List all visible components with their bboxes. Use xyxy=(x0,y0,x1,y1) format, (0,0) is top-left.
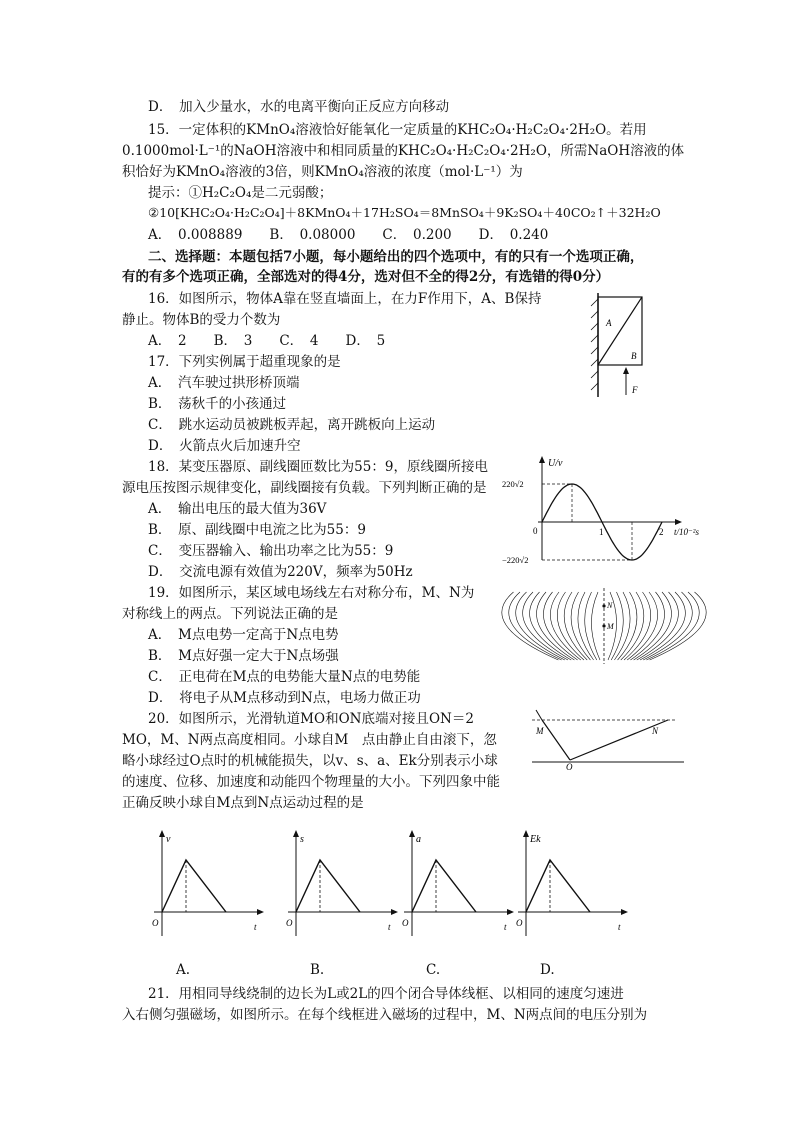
field-line xyxy=(650,592,707,660)
field-line xyxy=(646,592,699,660)
chart-ytick-label: 220√2 xyxy=(502,479,524,489)
q16-stem-line2: 静止。物体B的受力个数为 xyxy=(122,312,281,328)
q19-option-d: D． 将电子从M点移动到N点，电场力做正功 xyxy=(148,690,421,706)
section2-line1: 二、选择题：本题包括7小题，每小题给出的四个选项中，有的只有一个选项正确， xyxy=(148,249,644,265)
q19-label-m: M xyxy=(607,622,614,631)
field-line xyxy=(516,592,565,660)
q16-stem-line1: 16．如图所示，物体A靠在竖直墙面上，在力F作用下，A、B保持 xyxy=(148,291,542,307)
field-line xyxy=(591,592,600,660)
q18-stem-line2: 源电压按图示规律变化，副线圈接有负载。下列判断正确的是 xyxy=(122,480,487,496)
field-line xyxy=(523,592,568,660)
q20-graph-curve xyxy=(296,860,360,912)
field-line xyxy=(509,592,562,660)
q18-voltage-chart xyxy=(500,452,699,565)
q17-option-d: D． 火箭点火后加速升空 xyxy=(148,438,301,454)
q20-graph-axis-label: s xyxy=(300,834,304,845)
q20-graph-origin: O xyxy=(152,918,159,928)
section2-line2: 有的有多个选项正确，全部选对的得4分，选对但不全的得2分，有选错的得0分） xyxy=(122,269,610,285)
chart-ytick-label: −220√2 xyxy=(502,555,529,565)
q20-graph-t-label: t xyxy=(388,922,391,932)
q20-stem-line1: 20．如图所示，光滑轨道MO和ON底端对接且ON＝2 xyxy=(148,711,474,727)
q20-graph-curve xyxy=(526,860,590,912)
field-line xyxy=(630,592,664,660)
q20-option-label: C. xyxy=(426,962,441,978)
q20-label-o: O xyxy=(566,762,573,772)
q19-label-n: N xyxy=(607,601,613,610)
field-line xyxy=(543,592,577,660)
q19-stem-line2: 对称线上的两点。下列说法正确的是 xyxy=(122,606,338,622)
q15-stem-line3: 积恰好为KMnO₄溶液的3倍，则KMnO₄溶液的浓度（mol·L⁻¹）为 xyxy=(122,164,523,180)
q20-graph-curve xyxy=(412,860,476,912)
q20-stem-line3: 略小球经过O点时的机械能损失，以v、s、a、Ek分别表示小球 xyxy=(122,753,498,769)
q20-graph-d xyxy=(512,826,632,981)
q15-hint1: 提示：①H₂C₂O₄是二元弱酸； xyxy=(148,185,333,201)
q20-graph-t-label: t xyxy=(618,922,621,932)
q20-graph-origin: O xyxy=(286,918,293,928)
q16-label-a: A xyxy=(606,318,612,328)
q18-option-b: B． 原、副线圈中电流之比为55：9 xyxy=(148,522,366,538)
q15-stem-line1: 15．一定体积的KMnO₄溶液恰好能氧化一定质量的KHC₂O₄·H₂C₂O₄·2H₂O。若用 xyxy=(148,122,647,138)
field-line xyxy=(564,592,587,660)
q16-label-f: F xyxy=(632,385,638,395)
q20-graph-axis-label: a xyxy=(416,834,421,845)
q18-option-d: D． 交流电源有效值为220V，频率为50Hz xyxy=(148,564,413,580)
chart-xlabel: t/10⁻²s xyxy=(674,527,699,537)
q20-graph-origin: O xyxy=(402,918,409,928)
q18-option-a: A． 输出电压的最大值为36V xyxy=(148,501,327,517)
q16-options: A． 2 B． 3 C． 4 D． 5 xyxy=(148,333,386,349)
q20-graph-curve xyxy=(162,860,226,912)
q19-option-b: B． M点好强一定大于N点场强 xyxy=(148,648,339,664)
q20-label-m: M xyxy=(536,726,544,736)
q19-field-lines xyxy=(508,586,698,666)
chart-ylabel: U/v xyxy=(548,458,563,469)
q20-track-figure xyxy=(528,706,688,772)
q20-graph-t-label: t xyxy=(504,922,507,932)
field-line xyxy=(643,592,692,660)
q20-stem-line2: MO，M、N两点高度相同。小球自M 点由静止自由滚下，忽 xyxy=(122,732,497,748)
field-line xyxy=(640,592,685,660)
chart-xtick-label: 2 xyxy=(659,527,664,537)
q21-stem-line2: 入右侧匀强磁场，如图所示。在每个线框进入磁场的过程中，M、N两点间的电压分别为 xyxy=(122,1007,648,1023)
q18-stem-line1: 18．某变压器原、副线圈匝数比为55：9，原线圈所接电 xyxy=(148,459,488,475)
field-line xyxy=(502,592,559,660)
q20-graph-axis-label: v xyxy=(166,834,171,845)
q15-stem-line2: 0.1000mol·L⁻¹的NaOH溶液中和相同质量的KHC₂O₄·H₂C₂O₄·2H₂O，所需NaOH溶液的体 xyxy=(122,143,685,159)
field-line xyxy=(621,592,644,660)
chart-origin: 0 xyxy=(533,526,538,536)
q18-option-c: C． 变压器输入、输出功率之比为55：9 xyxy=(148,543,394,559)
q21-stem-line1: 21．用相同导线绕制的边长为L或2L的四个闭合导体线框、以相同的速度匀速进 xyxy=(148,986,624,1002)
q20-stem-line4: 的速度、位移、加速度和动能四个物理量的大小。下列四象中能 xyxy=(122,774,500,790)
q20-graph-axis-label: Ek xyxy=(530,834,541,845)
q19-stem-line1: 19．如图所示，某区域电场线左右对称分布，M、N为 xyxy=(148,585,475,601)
q17-option-a: A． 汽车驶过拱形桥顶端 xyxy=(148,375,300,391)
q19-option-c: C． 正电荷在M点的电势能大量N点的电势能 xyxy=(148,669,421,685)
q14-option-d: D． 加入少量水，水的电离平衡向正反应方向移动 xyxy=(148,99,450,115)
q20-graph-c xyxy=(398,826,518,981)
q20-option-label: D. xyxy=(540,962,555,978)
q20-graph-origin: O xyxy=(516,918,523,928)
q20-stem-line5: 正确反映小球自M点到N点运动过程的是 xyxy=(122,795,364,811)
q15-hint2: ②10[KHC₂O₄·H₂C₂O₄]＋8KMnO₄＋17H₂SO₄＝8MnSO₄＋9K₂SO₄＋40CO₂↑＋32H₂O xyxy=(148,205,661,220)
q16-figure xyxy=(586,293,656,403)
q20-label-n: N xyxy=(652,726,659,736)
chart-xtick-label: 1 xyxy=(599,527,604,537)
q20-option-label: B. xyxy=(310,962,325,978)
q20-option-label: A. xyxy=(176,962,191,978)
q17-stem: 17．下列实例属于超重现象的是 xyxy=(148,354,341,370)
q17-option-c: C． 跳水运动员被跳板弄起，离开跳板向上运动 xyxy=(148,417,436,433)
q17-option-b: B． 荡秋千的小孩通过 xyxy=(148,396,287,412)
q20-graph-a xyxy=(148,826,268,981)
field-line xyxy=(557,592,584,660)
q19-option-a: A． M点电势一定高于N点电势 xyxy=(148,627,339,643)
q16-label-b: B xyxy=(631,351,637,361)
field-line xyxy=(624,592,651,660)
q15-options: A． 0.008889 B． 0.08000 C． 0.200 D． 0.240 xyxy=(148,227,549,243)
field-line xyxy=(585,592,597,660)
q20-graph-t-label: t xyxy=(254,922,257,932)
q20-graph-b xyxy=(282,826,402,981)
